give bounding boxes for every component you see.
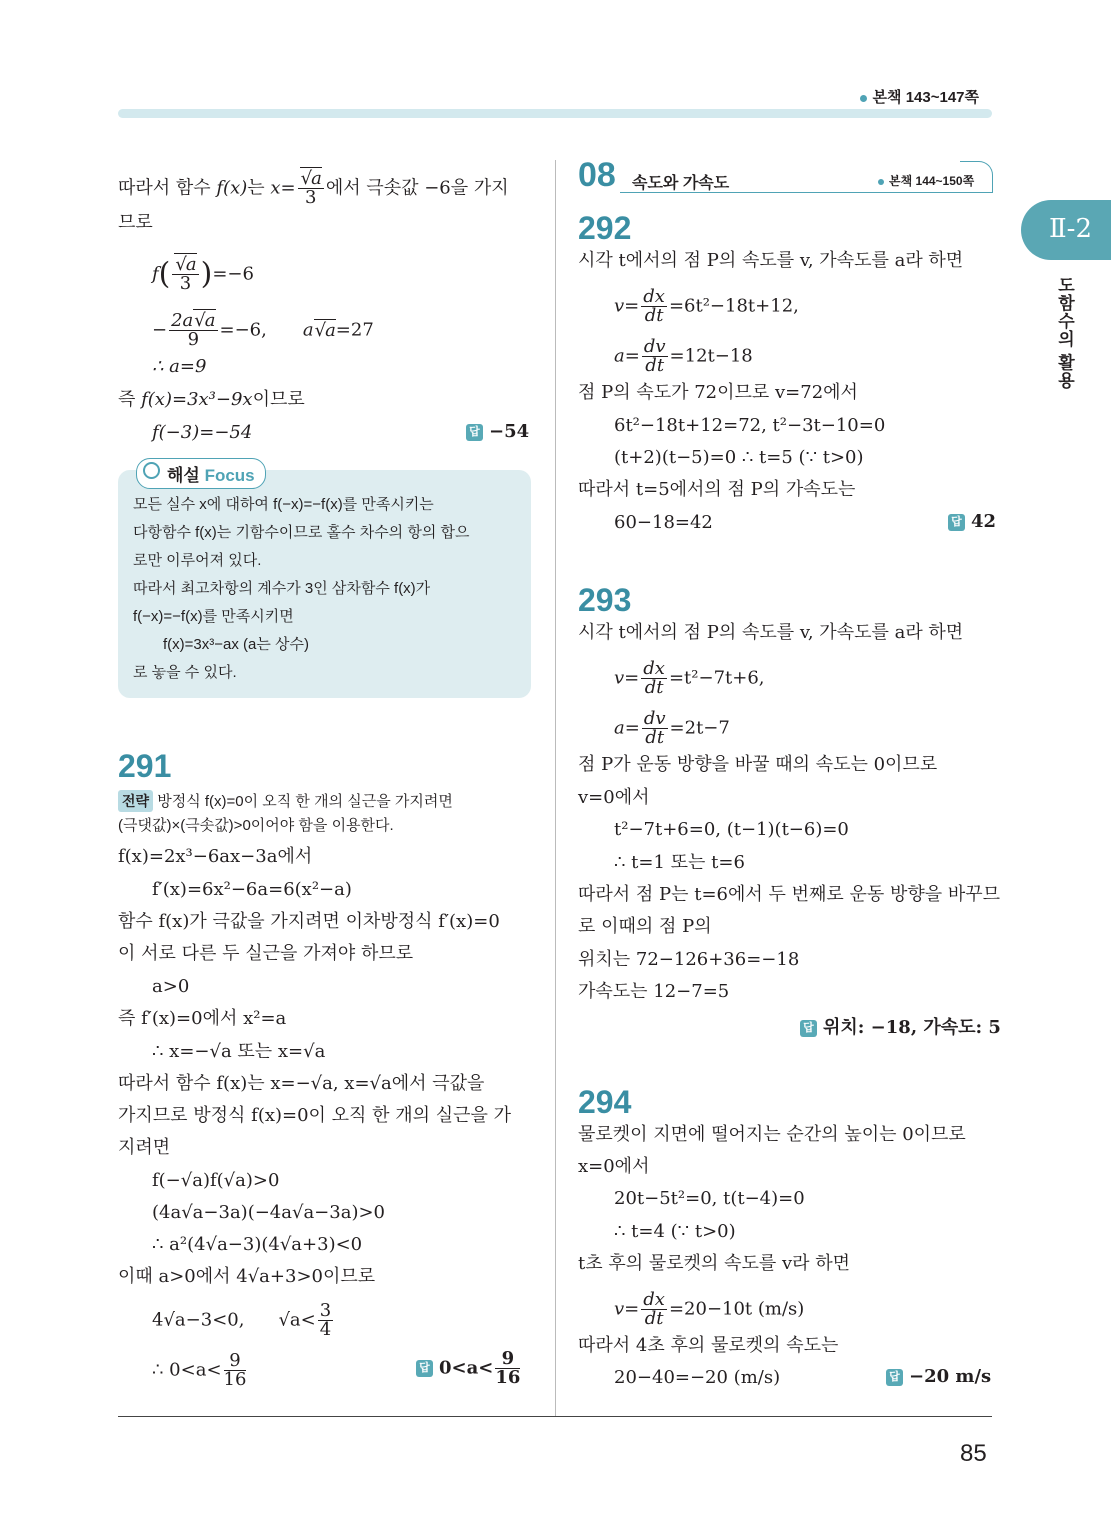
text-line: a= $\frac{dv}{dt}$ =2t−7	[614, 708, 730, 748]
text-line: ∴ t=4 (∵ t>0)	[614, 1221, 736, 1242]
text-line: f(x)=2x³−6ax−3a에서	[118, 846, 313, 867]
focus-header: 해설 Focus	[136, 458, 266, 489]
section-underline	[620, 192, 992, 193]
text-line: 가지므로 방정식 f(x)=0이 오직 한 개의 실근을 가	[118, 1105, 512, 1126]
problem-number: 293	[578, 582, 632, 618]
text-line: 지려면	[118, 1137, 171, 1158]
text-line: 시각 t에서의 점 P의 속도를 v, 가속도를 a라 하면	[578, 250, 964, 271]
text-line: ∴ a²(4√a−3)(4√a+3)<0	[152, 1234, 363, 1255]
column-divider	[555, 160, 556, 1416]
gear-icon	[143, 462, 160, 479]
text-line: ∴ x=−√a 또는 x=√a	[152, 1041, 326, 1062]
text-line: 물로켓이 지면에 떨어지는 순간의 높이는 0이므로	[578, 1124, 966, 1145]
text-line: 따라서 점 P는 t=6에서 두 번째로 운동 방향을 바꾸므	[578, 884, 1001, 905]
text-line: ∴ a=9	[152, 356, 207, 377]
text-line: 함수 f(x)가 극값을 가지려면 이차방정식 f′(x)=0	[118, 911, 500, 932]
section-number: 08	[578, 156, 616, 194]
header-page-reference: 본책 143~147쪽	[860, 86, 979, 107]
focus-line: f(x)=3x³−ax (a는 상수)	[163, 636, 309, 653]
page-number: 85	[960, 1440, 987, 1467]
text-line: 이때 a>0에서 4√a+3>0이므로	[118, 1266, 376, 1287]
text-line: 로 이때의 점 P의	[578, 916, 712, 937]
section-corner	[960, 161, 993, 193]
answer-tag: 답	[886, 1369, 903, 1386]
problem-number: 291	[118, 748, 172, 784]
text-line: f′(x)=6x²−6a=6(x²−a)	[152, 879, 352, 900]
answer-tag: 답	[416, 1360, 433, 1377]
focus-line: 따라서 최고차항의 계수가 3인 삼차함수 f(x)가	[133, 580, 431, 597]
text-line: x=0에서	[578, 1156, 650, 1177]
answer: 답 0<a< $\frac{9}{16}$	[416, 1350, 522, 1387]
chapter-title: 도함수의 활용	[1055, 276, 1074, 390]
text-line: (4a√a−3a)(−4a√a−3a)>0	[152, 1202, 386, 1223]
text-line: f(−3)=−54	[152, 422, 253, 443]
answer-tag: 답	[800, 1020, 817, 1037]
answer-tag: 답	[948, 514, 965, 531]
section-reference: 본책 144~150쪽	[878, 172, 974, 189]
answer: 답 위치: −18, 가속도: 5	[800, 1013, 1001, 1039]
text-line: (t+2)(t−5)=0 ∴ t=5 (∵ t>0)	[614, 447, 864, 468]
text-line: 20t−5t²=0, t(t−4)=0	[614, 1188, 805, 1209]
text-line: 6t²−18t+12=72, t²−3t−10=0	[614, 415, 886, 436]
text-line: f(−√a)f(√a)>0	[152, 1170, 280, 1191]
text-line: 점 P의 속도가 72이므로 v=72에서	[578, 382, 858, 403]
text-line: 이 서로 다른 두 실근을 가져야 하므로	[118, 943, 414, 964]
strategy-line: (극댓값)×(극솟값)>0이어야 함을 이용한다.	[118, 817, 394, 834]
text-line: − $\frac{2a√ a}{9}$ =−6, a√ a=27	[152, 312, 374, 349]
text-line: 위치는 72−126+36=−18	[578, 949, 800, 970]
bullet-icon	[860, 95, 867, 102]
text-line: 므로	[118, 212, 153, 233]
strategy-line: 전략 방정식 f(x)=0이 오직 한 개의 실근을 가지려면	[118, 790, 453, 813]
text-line: 가속도는 12−7=5	[578, 981, 730, 1002]
text-line: 따라서 함수 f(x)는 x=−√a, x=√a에서 극값을	[118, 1073, 485, 1094]
text-line: ∴ 0<a< $\frac{9}{16}$	[152, 1350, 247, 1390]
text-line: a= $\frac{dv}{dt}$ =12t−18	[614, 336, 753, 376]
focus-line: 로 놓을 수 있다.	[133, 664, 237, 681]
problem-number: 294	[578, 1084, 632, 1120]
bottom-rule	[118, 1416, 992, 1417]
answer-tag: 답	[466, 424, 483, 441]
focus-line: 로만 이루어져 있다.	[133, 552, 262, 569]
fraction: √ $\frac{a}{3}$	[298, 170, 324, 207]
text-line: v= $\frac{dx}{dt}$ =20−10t (m/s)	[614, 1289, 805, 1329]
header-bar	[118, 109, 992, 118]
answer: 답 −20 m/s	[886, 1366, 991, 1387]
text-line: ∴ t=1 또는 t=6	[614, 852, 745, 873]
text-line: v= $\frac{dx}{dt}$ =6t²−18t+12,	[614, 286, 799, 326]
answer: 답 42	[948, 511, 996, 532]
focus-line: 모든 실수 x에 대하여 f(−x)=−f(x)를 만족시키는	[133, 496, 434, 513]
text-line: v= $\frac{dx}{dt}$ =t²−7t+6,	[614, 658, 765, 698]
section-title: 속도와 가속도	[632, 175, 730, 192]
text-line: t초 후의 물로켓의 속도를 v라 하면	[578, 1253, 851, 1274]
text-line: 즉 f(x)=3x³−9x이므로	[118, 389, 305, 410]
text-line: 점 P가 운동 방향을 바꿀 때의 속도는 0이므로	[578, 754, 938, 775]
text-line: 60−18=42	[614, 512, 713, 533]
text-line: a>0	[152, 976, 190, 997]
focus-line: f(−x)=−f(x)를 만족시키면	[133, 608, 294, 625]
chapter-tab-label: Ⅱ-2	[1049, 214, 1092, 244]
text-line: 따라서 t=5에서의 점 P의 가속도는	[578, 479, 856, 500]
strategy-tag: 전략	[118, 790, 153, 812]
focus-line: 다항함수 f(x)는 기함수이므로 홀수 차수의 항의 합으	[133, 524, 470, 541]
text-line: 시각 t에서의 점 P의 속도를 v, 가속도를 a라 하면	[578, 622, 964, 643]
text-line: 20−40=−20 (m/s)	[614, 1367, 781, 1388]
text-line: 즉 f′(x)=0에서 x²=a	[118, 1008, 287, 1029]
text-line: 따라서 함수 f(x)는 x= √ $\frac{a}{3}$ 에서 극솟값 −6을 가지	[118, 170, 509, 207]
text-line: f( √ $\frac{a}{3}$ )=−6	[152, 256, 254, 293]
text-line: t²−7t+6=0, (t−1)(t−6)=0	[614, 819, 849, 840]
text-line: 따라서 4초 후의 물로켓의 속도는	[578, 1335, 839, 1356]
problem-number: 292	[578, 210, 632, 246]
text-line: 4√a−3<0, √a< $\frac{3}{4}$	[152, 1300, 332, 1340]
answer: 답 −54	[466, 421, 529, 442]
text-line: v=0에서	[578, 787, 650, 808]
bullet-icon	[878, 179, 884, 185]
chapter-tab	[1021, 200, 1111, 260]
